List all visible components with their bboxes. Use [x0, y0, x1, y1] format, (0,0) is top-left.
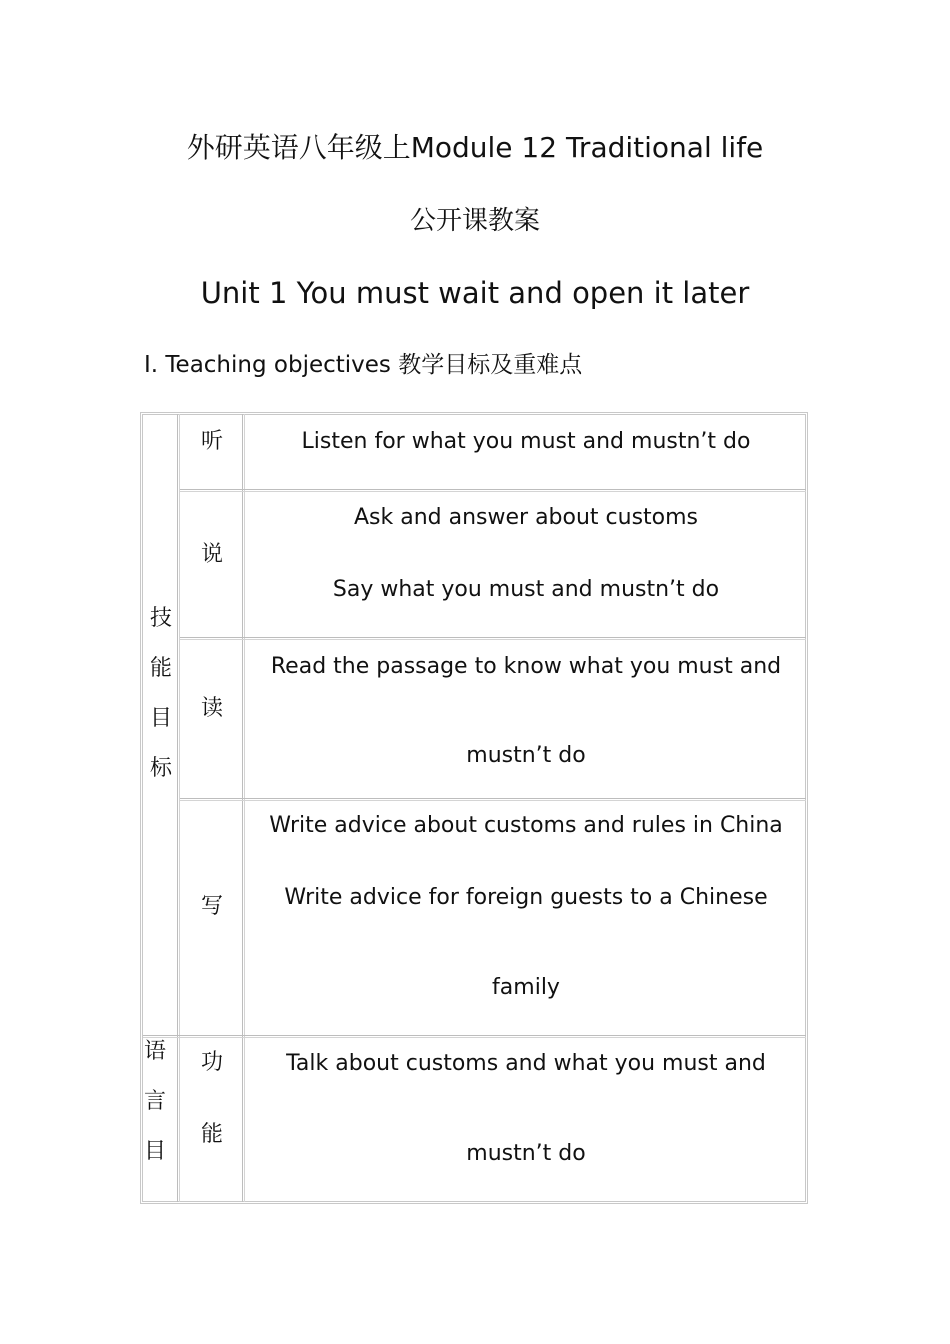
document-title: 外研英语八年级上Module 12 Traditional life: [186, 131, 764, 164]
objective-text: mustn’t do: [466, 1141, 586, 1166]
table-divider: [242, 414, 245, 1202]
objective-text: Write advice about customs and rules in China: [269, 813, 783, 838]
group-label-skill-goals: 技能目标: [149, 606, 172, 781]
objective-text: Listen for what you must and mustn’t do: [301, 429, 751, 454]
section-heading: I. Teaching objectives 教学目标及重难点: [144, 352, 583, 378]
objective-text: Talk about customs and what you must and: [286, 1051, 766, 1076]
objective-text: Read the passage to know what you must and: [270, 654, 782, 679]
document-subtitle: 公开课教案: [409, 206, 540, 236]
objective-text: mustn’t do: [466, 743, 586, 768]
unit-title: Unit 1 You must wait and open it later: [200, 276, 750, 310]
skill-listening: 听: [200, 429, 223, 454]
objective-text: Write advice for foreign guests to a Chinese: [284, 885, 768, 910]
skill-speaking: 说: [200, 542, 223, 567]
skill-reading: 读: [200, 696, 223, 721]
skill-function: 功能: [200, 1050, 223, 1147]
skill-writing: 写: [200, 894, 223, 919]
group-label-language-goals: 语言目: [143, 1039, 166, 1164]
table-divider: [177, 414, 180, 1202]
objective-text: Ask and answer about customs: [353, 505, 699, 530]
objective-text: family: [492, 975, 560, 1000]
objective-text: Say what you must and mustn’t do: [332, 577, 720, 602]
